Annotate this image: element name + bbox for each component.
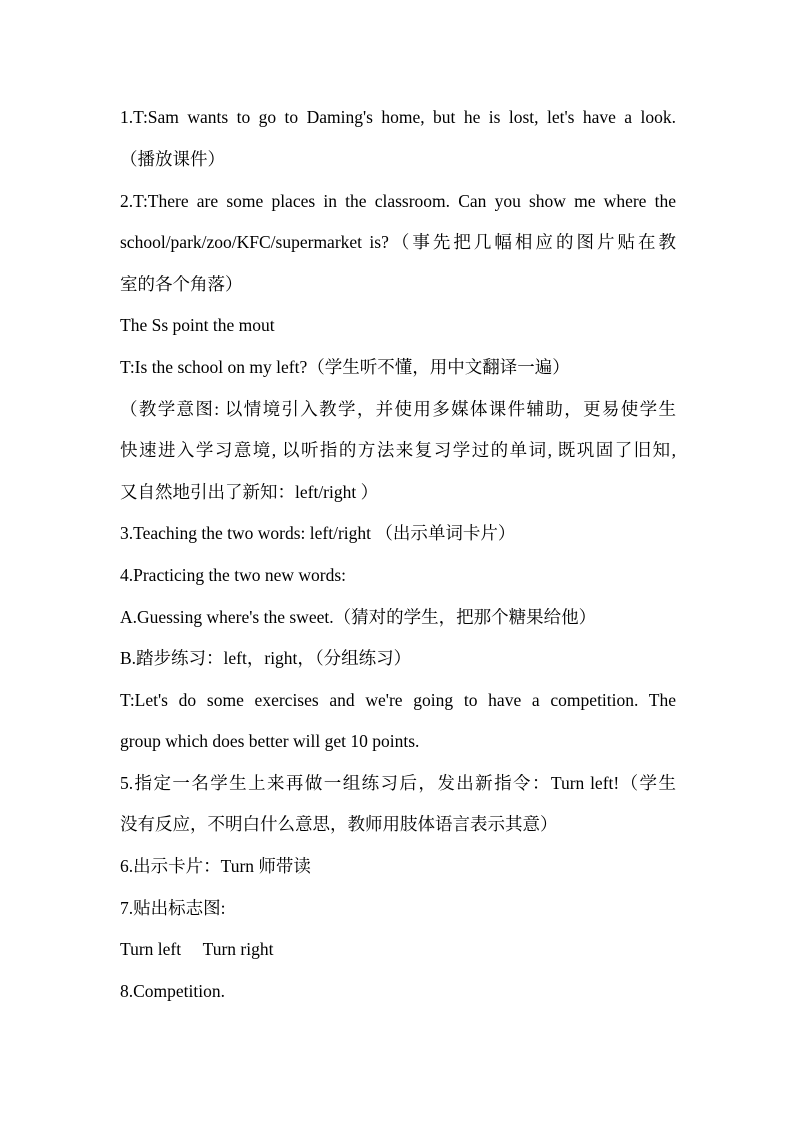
text-line-20: 7.贴出标志图: [120,898,226,918]
text-line-16: group which does better will get 10 points. [120,731,420,751]
text-line-15: T:Let's do some exercises and we're going to have a competition. The [120,690,676,710]
text-line-5: 室的各个角落） [120,274,243,294]
text-line-19: 6.出示卡片：Turn 师带读 [120,856,311,876]
text-line-4: school/park/zoo/KFC/supermarket is?（事先把几幅相应的图片贴在教 [120,232,676,252]
text-line-2: （播放课件） [120,149,225,169]
text-line-7: T:Is the school on my left?（学生听不懂，用中文翻译一遍） [120,357,570,377]
text-line-3: 2.T:There are some places in the classroom. Can you show me where the [120,191,676,211]
text-line-17: 5.指定一名学生上来再做一组练习后，发出新指令：Turn left!（学生 [120,773,676,793]
text-line-12: 4.Practicing the two new words: [120,565,346,585]
text-line-6: The Ss point the mout [120,315,275,335]
text-line-21: Turn left Turn right [120,939,274,959]
text-line-13: A.Guessing where's the sweet.（猜对的学生，把那个糖果给他） [120,607,597,627]
text-line-14: B.踏步练习：left，right，（分组练习） [120,648,412,668]
text-line-22: 8.Competition. [120,981,225,1001]
text-line-10: 又自然地引出了新知：left/right ） [120,482,379,502]
text-line-11: 3.Teaching the two words: left/right （出示单词卡片） [120,523,516,543]
text-line-18: 没有反应，不明白什么意思，教师用肢体语言表示其意） [120,814,558,834]
text-line-8: （教学意图: 以情境引入教学，并使用多媒体课件辅助，更易使学生 [120,399,676,419]
text-line-1: 1.T:Sam wants to go to Daming's home, but he is lost, let's have a look. [120,107,676,127]
text-line-9: 快速进入学习意境, 以听指的方法来复习学过的单词, 既巩固了旧知, [120,440,676,460]
